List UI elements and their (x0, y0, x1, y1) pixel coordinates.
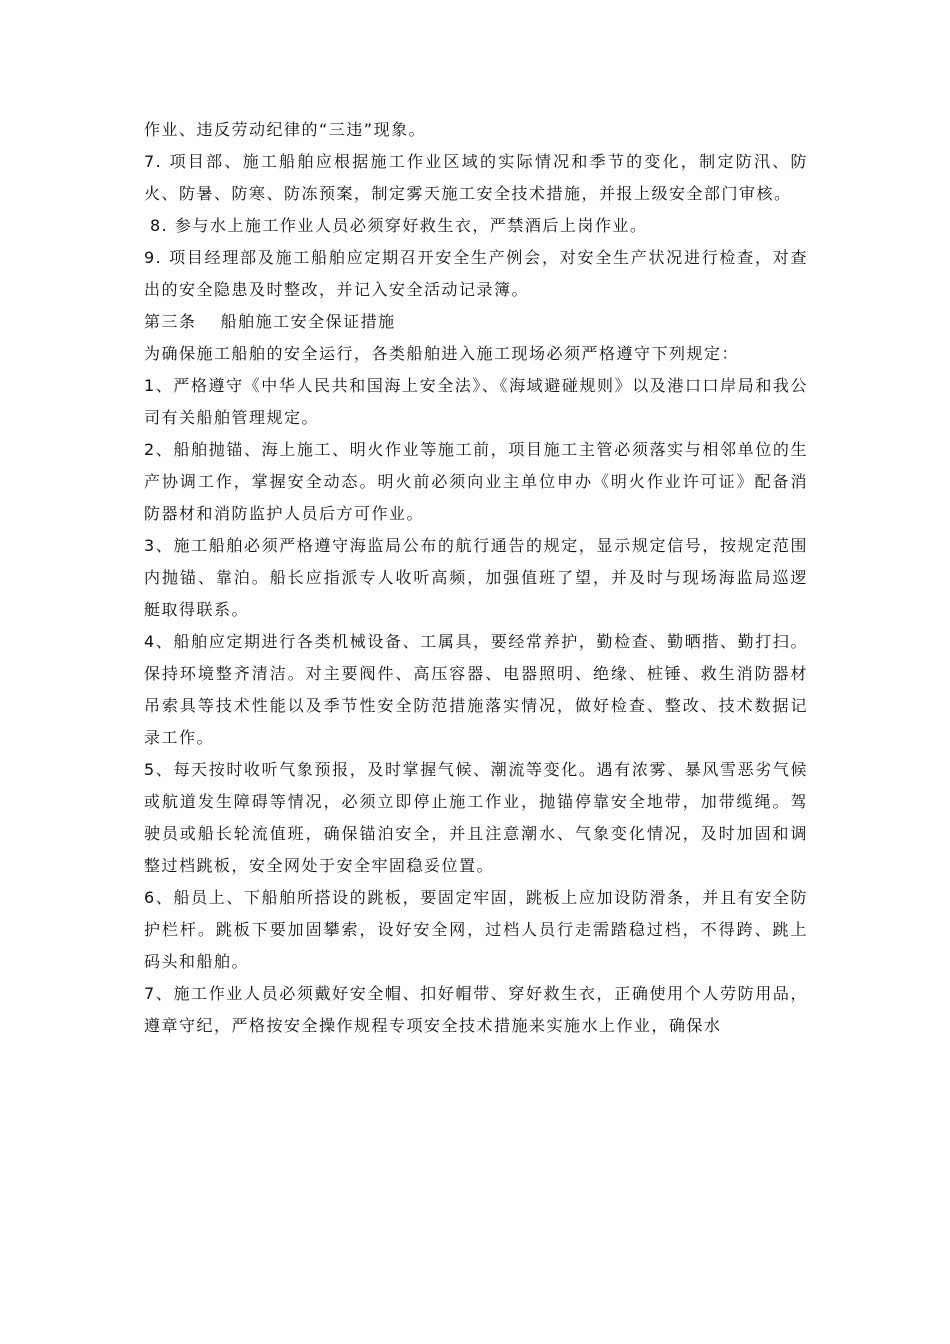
paragraph-rule-3: 3、施工船舶必须严格遵守海监局公布的航行通告的规定，显示规定信号，按规定范围内抛锚、靠泊。船长应指派专人收听高频，加强值班了望，并及时与现场海监局巡逻艇取得联系。 (144, 536, 808, 619)
paragraph-item-7-seasonal-plans: 7. 项目部、施工船舶应根据施工作业区域的实际情况和季节的变化，制定防汛、防火、防暑、防寒、防冻预案，制定雾天施工安全技术措施，并报上级安全部门审核。 (144, 152, 808, 203)
section-heading-article-3: 第三条 船舶施工安全保证措施 (144, 312, 396, 331)
paragraph-item-8-life-jackets: 8. 参与水上施工作业人员必须穿好救生衣，严禁酒后上岗作业。 (150, 216, 648, 235)
paragraph-rule-6: 6、船员上、下船舶所搭设的跳板，要固定牢固，跳板上应加设防滑条，并且有安全防护栏杆。跳板下要加固攀索，设好安全网，过档人员行走需踏稳过档，不得跨、跳上码头和船舶。 (144, 888, 808, 971)
paragraph-intro-rules: 为确保施工船舶的安全运行，各类船舶进入施工现场必须严格遵守下列规定： (144, 344, 740, 363)
paragraph-rule-5: 5、每天按时收听气象预报，及时掌握气候、潮流等变化。遇有浓雾、暴风雪恶劣气候或航道发生障碍等情况，必须立即停止施工作业，抛锚停靠安全地带，加带缆绳。驾驶员或船长轮流值班，确保锚泊安全，并且注意潮水、气象变化情况，及时加固和调整过档跳板，安全网处于安全牢固稳妥位置。 (144, 760, 808, 875)
paragraph-rule-4: 4、船舶应定期进行各类机械设备、工属具，要经常养护，勤检查、勤晒揩、勤打扫。保持环境整齐清洁。对主要阀件、高压容器、电器照明、绝缘、桩锤、救生消防器材吊索具等技术性能以及季节性安全防范措施落实情况，做好检查、整改、技术数据记录工作。 (144, 632, 808, 747)
paragraph-rule-2: 2、船舶抛锚、海上施工、明火作业等施工前，项目施工主管必须落实与相邻单位的生产协调工作，掌握安全动态。明火前必须向业主单位申办《明火作业许可证》配备消防器材和消防监护人员后方可作业。 (144, 440, 808, 523)
paragraph-rule-1: 1、严格遵守《中华人民共和国海上安全法》、《海域避碰规则》以及港口口岸局和我公司有关船舶管理规定。 (144, 376, 808, 427)
paragraph-item-9-safety-meetings: 9. 项目经理部及施工船舶应定期召开安全生产例会，对安全生产状况进行检查，对查出的安全隐患及时整改，并记入安全活动记录簿。 (144, 248, 808, 299)
paragraph-rule-7: 7、施工作业人员必须戴好安全帽、扣好帽带、穿好救生衣，正确使用个人劳防用品，遵章守纪，严格按安全操作规程专项安全技术措施来实施水上作业，确保水 (144, 984, 808, 1035)
document-body (144, 114, 808, 1042)
paragraph-continuation: 作业、违反劳动纪律的“三违”现象。 (144, 120, 427, 139)
